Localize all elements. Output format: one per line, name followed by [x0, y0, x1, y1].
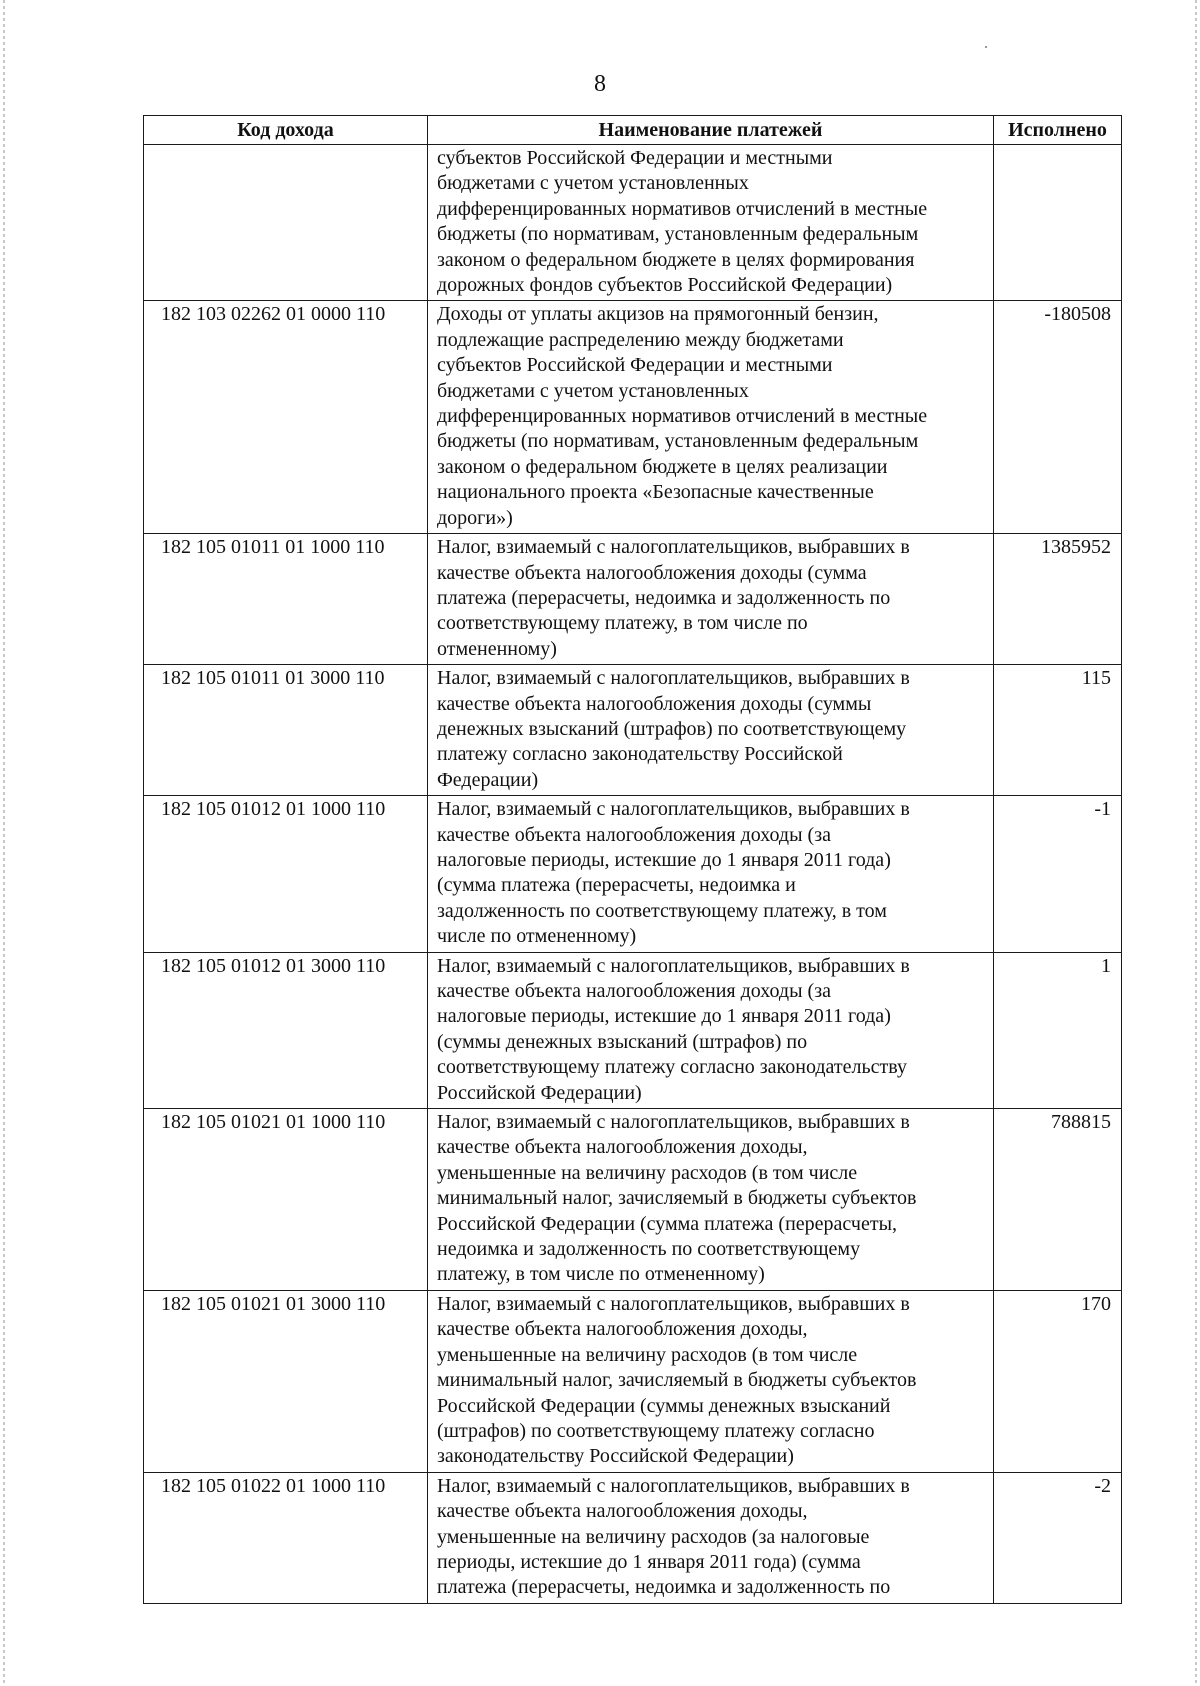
payment-name-line: бюджетами с учетом установленных [437, 172, 749, 195]
payment-name-line: числе по отмененному) [437, 925, 637, 948]
payment-name-line: (сумма платежа (перерасчеты, недоимка и [437, 874, 796, 897]
payment-name-line: качестве объекта налогообложения доходы (суммы [437, 692, 872, 715]
executed-amount-cell: 1 [994, 952, 1122, 1108]
payment-name-line: соответствующему платежу согласно законодательству [437, 1056, 908, 1079]
payment-name-line: субъектов Российской Федерации и местными [437, 354, 833, 377]
payment-name-line: законом о федеральном бюджете в целях формирования [437, 248, 915, 271]
payment-name-line: соответствующему платежу, в том числе по [437, 612, 808, 635]
payment-name-line: Налог, взимаемый с налогоплательщиков, выбравших в [437, 667, 910, 690]
payment-name-line: законодательству Российской Федерации) [437, 1445, 794, 1468]
table-row [144, 534, 1122, 665]
payment-name-line: бюджеты (по нормативам, установленным федеральным [437, 430, 919, 453]
executed-amount-cell: 170 [994, 1290, 1122, 1472]
table-row [144, 145, 1122, 301]
payment-name-line: подлежащие распределению между бюджетами [437, 328, 844, 351]
payment-name-line: дорожных фондов субъектов Российской Федерации) [437, 274, 893, 297]
payment-name-line: (суммы денежных взысканий (штрафов) по [437, 1030, 808, 1053]
payment-name-line: Российской Федерации (суммы денежных взысканий [437, 1394, 891, 1417]
table-row [144, 301, 1122, 534]
payment-name-line: дифференцированных нормативов отчислений в местные [437, 197, 928, 220]
scan-edge-right [1195, 0, 1197, 1686]
payment-name-line: платежу, в том числе по отмененному) [437, 1263, 765, 1286]
payment-name-line: качестве объекта налогообложения доходы, [437, 1318, 808, 1341]
payment-name-line: отмененному) [437, 637, 557, 660]
header-row [144, 116, 1122, 145]
payment-name-cell [428, 952, 994, 1108]
payment-name-cell [428, 796, 994, 952]
payment-name-line: качестве объекта налогообложения доходы (за [437, 980, 831, 1002]
page-number: 8 [594, 71, 606, 97]
table-row [144, 1472, 1122, 1603]
executed-amount-cell: 115 [994, 665, 1122, 796]
payment-name-line: платежу согласно законодательству Российской [437, 743, 843, 766]
payment-name-line: Налог, взимаемый с налогоплательщиков, выбравших в [437, 536, 910, 559]
payment-name-line: субъектов Российской Федерации и местными [437, 147, 833, 169]
table-row [144, 665, 1122, 796]
payment-name-line: налоговые периоды, истекшие до 1 января 2011 года) [437, 848, 891, 871]
payment-name-line: бюджетами с учетом установленных [437, 379, 749, 402]
table-body [144, 145, 1122, 1604]
payment-name-line: уменьшенные на величину расходов (в том числе [437, 1161, 858, 1184]
payment-name-line: дороги») [437, 506, 513, 529]
payment-name-line: уменьшенные на величину расходов (в том числе [437, 1343, 858, 1366]
income-code-cell: 182 105 01012 01 3000 110 [144, 952, 428, 1108]
payment-name-cell [428, 301, 994, 534]
table-row [144, 796, 1122, 952]
payment-name-line: Налог, взимаемый с налогоплательщиков, выбравших в [437, 1474, 910, 1497]
executed-amount-cell: 1385952 [994, 534, 1122, 665]
payment-name-line: дифференцированных нормативов отчислений в местные [437, 405, 928, 428]
income-code-cell: 182 105 01011 01 1000 110 [144, 534, 428, 665]
payment-name-line: периоды, истекшие до 1 января 2011 года) (сумма [437, 1550, 861, 1573]
executed-amount-cell: -2 [994, 1472, 1122, 1603]
payment-name-line: Налог, взимаемый с налогоплательщиков, выбравших в [437, 1292, 910, 1315]
payment-name-line: Налог, взимаемый с налогоплательщиков, выбравших в [437, 954, 910, 977]
payment-name-line: Доходы от уплаты акцизов на прямогонный бензин, [437, 303, 879, 326]
payment-name-line: Российской Федерации) [437, 1081, 642, 1104]
payment-name-line: Российской Федерации (сумма платежа (перерасчеты, [437, 1212, 898, 1235]
payment-name-line: задолженность по соответствующему платежу, в том [437, 899, 887, 922]
payment-name-line: Федерации) [437, 768, 539, 791]
payment-name-line: минимальный налог, зачисляемый в бюджеты субъектов [437, 1187, 917, 1210]
income-table [143, 115, 1122, 1604]
payment-name-cell [428, 1109, 994, 1291]
income-code-cell: 182 105 01021 01 1000 110 [144, 1109, 428, 1291]
payment-name-cell [428, 145, 994, 301]
payment-name-line: качестве объекта налогообложения доходы (за [437, 823, 831, 846]
scan-edge-left [3, 0, 5, 1686]
payment-name-line: качестве объекта налогообложения доходы, [437, 1136, 808, 1159]
payment-name-cell [428, 1472, 994, 1603]
payment-name-line: бюджеты (по нормативам, установленным федеральным [437, 223, 919, 246]
payment-name-line: платежа (перерасчеты, недоимка и задолженность по [437, 1576, 891, 1599]
table-row [144, 1109, 1122, 1291]
income-code-cell [144, 145, 428, 301]
payment-name-cell [428, 1290, 994, 1472]
table-row [144, 952, 1122, 1108]
table-header [144, 116, 1122, 145]
payment-name-line: платежа (перерасчеты, недоимка и задолженность по [437, 586, 891, 609]
payment-name-cell [428, 534, 994, 665]
scan-speck [985, 46, 987, 48]
payment-name-line: Налог, взимаемый с налогоплательщиков, выбравших в [437, 798, 910, 821]
payment-name-line: качестве объекта налогообложения доходы, [437, 1500, 808, 1523]
header-done: Исполнено [994, 116, 1122, 145]
income-code-cell: 182 105 01021 01 3000 110 [144, 1290, 428, 1472]
table-row [144, 1290, 1122, 1472]
income-code-cell: 182 103 02262 01 0000 110 [144, 301, 428, 534]
payment-name-line: Налог, взимаемый с налогоплательщиков, выбравших в [437, 1111, 910, 1134]
header-name: Наименование платежей [428, 116, 994, 145]
header-code: Код дохода [144, 116, 428, 145]
payment-name-line: денежных взысканий (штрафов) по соответствующему [437, 717, 907, 740]
executed-amount-cell: 788815 [994, 1109, 1122, 1291]
income-code-cell: 182 105 01022 01 1000 110 [144, 1472, 428, 1603]
executed-amount-cell [994, 145, 1122, 301]
payment-name-line: национального проекта «Безопасные качественные [437, 481, 874, 504]
income-code-cell: 182 105 01011 01 3000 110 [144, 665, 428, 796]
payment-name-line: уменьшенные на величину расходов (за налоговые [437, 1525, 870, 1548]
income-code-cell: 182 105 01012 01 1000 110 [144, 796, 428, 952]
payment-name-cell [428, 665, 994, 796]
payment-name-line: (штрафов) по соответствующему платежу согласно [437, 1419, 875, 1442]
payment-name-line: налоговые периоды, истекшие до 1 января 2011 года) [437, 1005, 891, 1028]
payment-name-line: минимальный налог, зачисляемый в бюджеты субъектов [437, 1369, 917, 1392]
executed-amount-cell: -180508 [994, 301, 1122, 534]
payment-name-line: недоимка и задолженность по соответствующему [437, 1238, 861, 1261]
payment-name-line: качестве объекта налогообложения доходы (сумма [437, 561, 867, 584]
executed-amount-cell: -1 [994, 796, 1122, 952]
payment-name-line: законом о федеральном бюджете в целях реализации [437, 455, 888, 478]
